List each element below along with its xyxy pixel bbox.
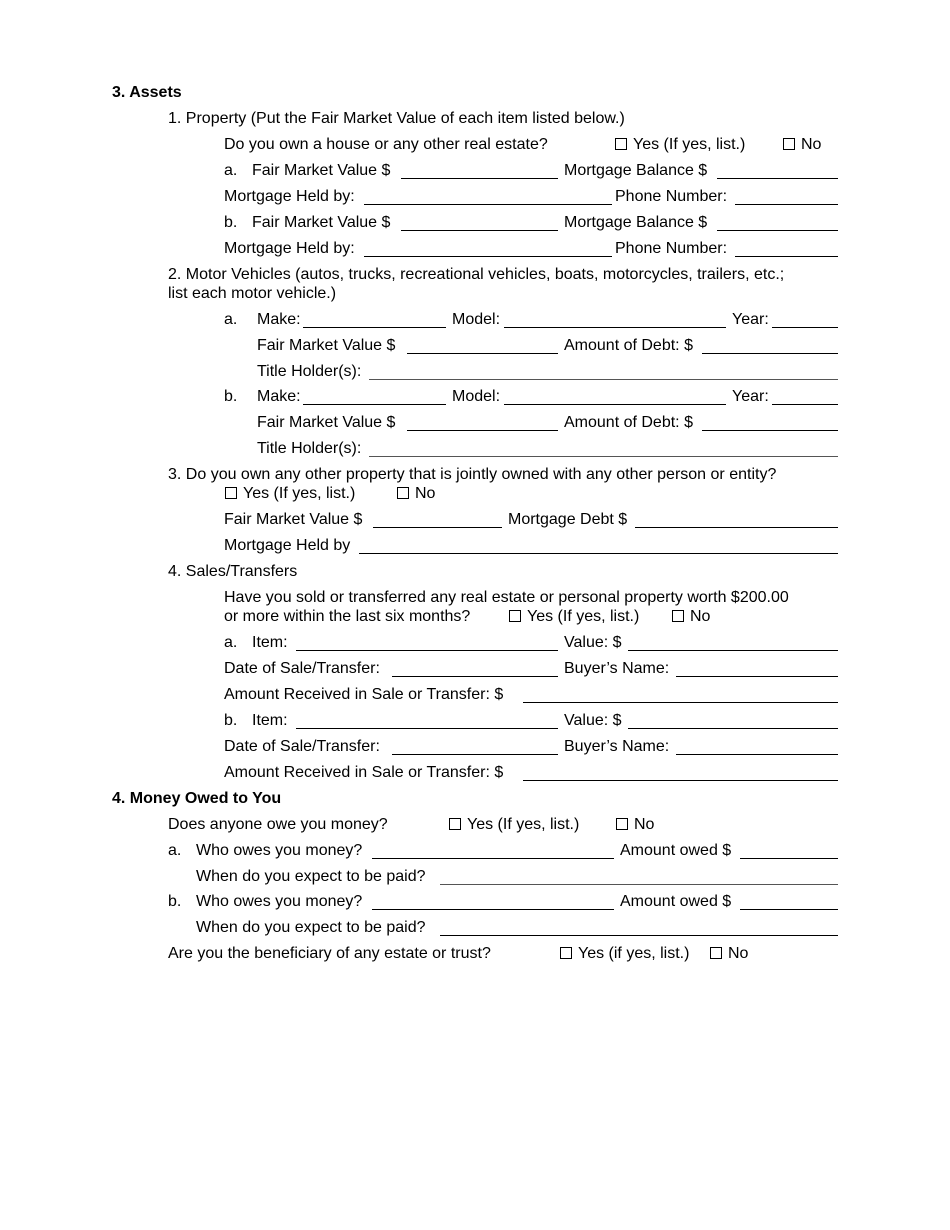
property-a-mortgage-held-label: Mortgage Held by: — [224, 188, 355, 205]
vehicle-a-debt-label: Amount of Debt: $ — [564, 337, 693, 354]
joint-no-option[interactable]: No — [397, 484, 435, 503]
money-a-when-field[interactable] — [440, 884, 838, 885]
sales-b-value-label: Value: $ — [564, 712, 622, 729]
checkbox-icon[interactable] — [615, 138, 627, 150]
vehicle-b-year-field[interactable] — [772, 404, 838, 405]
vehicle-b-year-label: Year: — [732, 388, 769, 405]
sales-b-amount-field[interactable] — [523, 780, 838, 781]
sales-a-value-label: Value: $ — [564, 634, 622, 651]
checkbox-icon[interactable] — [616, 818, 628, 830]
property-a-mortgage-balance-label: Mortgage Balance $ — [564, 162, 708, 179]
sales-a-buyer-field[interactable] — [676, 676, 838, 677]
sales-a-date-label: Date of Sale/Transfer: — [224, 660, 380, 677]
section-heading-assets: 3. Assets — [112, 84, 182, 101]
sales-a-prefix: a. — [224, 634, 238, 651]
vehicle-b-make-label: Make: — [257, 388, 301, 405]
checkbox-icon[interactable] — [783, 138, 795, 150]
joint-mortgage-debt-label: Mortgage Debt $ — [508, 511, 628, 528]
property-a-mortgage-balance-field[interactable] — [717, 178, 838, 179]
checkbox-icon[interactable] — [710, 947, 722, 959]
sales-b-value-field[interactable] — [628, 728, 838, 729]
vehicle-a-make-label: Make: — [257, 311, 301, 328]
vehicle-a-model-field[interactable] — [504, 327, 726, 328]
money-b-when-field[interactable] — [440, 935, 838, 936]
vehicle-b-fmv-label: Fair Market Value $ — [257, 414, 396, 431]
money-b-amount-field[interactable] — [740, 909, 838, 910]
vehicle-b-model-field[interactable] — [504, 404, 726, 405]
vehicle-a-title-holder-label: Title Holder(s): — [257, 363, 362, 380]
sales-question-line1: Have you sold or transferred any real estate or personal property worth $200.00 — [224, 589, 789, 606]
money-b-when-label: When do you expect to be paid? — [196, 919, 426, 936]
money-a-amount-label: Amount owed $ — [620, 842, 732, 859]
sales-b-item-field[interactable] — [296, 728, 558, 729]
section-heading-money-owed: 4. Money Owed to You — [112, 790, 282, 807]
property-b-fmv-label: Fair Market Value $ — [252, 214, 391, 231]
checkbox-icon[interactable] — [397, 487, 409, 499]
vehicle-b-prefix: b. — [224, 388, 238, 405]
beneficiary-yes-option[interactable]: Yes (if yes, list.) — [560, 944, 689, 963]
vehicle-b-title-holder-label: Title Holder(s): — [257, 440, 362, 457]
property-a-mortgage-held-field[interactable] — [364, 204, 612, 205]
property-yes-option[interactable]: Yes (If yes, list.) — [615, 135, 745, 154]
vehicle-a-prefix: a. — [224, 311, 238, 328]
property-b-prefix: b. — [224, 214, 238, 231]
property-a-fmv-label: Fair Market Value $ — [252, 162, 391, 179]
money-owed-no-option[interactable]: No — [616, 815, 654, 834]
sales-b-date-label: Date of Sale/Transfer: — [224, 738, 380, 755]
money-b-amount-label: Amount owed $ — [620, 893, 732, 910]
money-b-prefix: b. — [168, 893, 182, 910]
vehicle-b-model-label: Model: — [452, 388, 501, 405]
vehicle-a-title-holder-field[interactable] — [369, 379, 838, 380]
vehicle-a-year-field[interactable] — [772, 327, 838, 328]
property-b-mortgage-balance-label: Mortgage Balance $ — [564, 214, 708, 231]
joint-yes-option[interactable]: Yes (If yes, list.) — [225, 484, 355, 503]
vehicle-b-fmv-field[interactable] — [407, 430, 558, 431]
money-a-who-field[interactable] — [372, 858, 614, 859]
property-a-phone-label: Phone Number: — [615, 188, 728, 205]
sales-a-item-field[interactable] — [296, 650, 558, 651]
sales-title: 4. Sales/Transfers — [168, 563, 298, 580]
vehicles-title-line1: 2. Motor Vehicles (autos, trucks, recreational vehicles, boats, motorcycles, trailers, etc.; — [168, 266, 785, 283]
money-a-prefix: a. — [168, 842, 182, 859]
sales-a-amount-field[interactable] — [523, 702, 838, 703]
vehicle-a-debt-field[interactable] — [702, 353, 838, 354]
sales-b-buyer-label: Buyer’s Name: — [564, 738, 670, 755]
sales-a-buyer-label: Buyer’s Name: — [564, 660, 670, 677]
vehicle-a-year-label: Year: — [732, 311, 769, 328]
sales-b-amount-label: Amount Received in Sale or Transfer: $ — [224, 764, 504, 781]
vehicle-a-make-field[interactable] — [303, 327, 446, 328]
sales-b-date-field[interactable] — [392, 754, 558, 755]
vehicle-b-make-field[interactable] — [303, 404, 446, 405]
checkbox-icon[interactable] — [225, 487, 237, 499]
property-a-prefix: a. — [224, 162, 238, 179]
property-a-fmv-field[interactable] — [401, 178, 558, 179]
vehicle-a-model-label: Model: — [452, 311, 501, 328]
sales-b-buyer-field[interactable] — [676, 754, 838, 755]
joint-question: 3. Do you own any other property that is jointly owned with any other person or entity? — [168, 466, 777, 483]
property-question: Do you own a house or any other real estate? — [224, 136, 548, 153]
money-a-amount-field[interactable] — [740, 858, 838, 859]
vehicle-a-fmv-label: Fair Market Value $ — [257, 337, 396, 354]
vehicles-title-line2: list each motor vehicle.) — [168, 285, 337, 302]
money-a-who-label: Who owes you money? — [196, 842, 363, 859]
property-b-mortgage-held-field[interactable] — [364, 256, 612, 257]
checkbox-icon[interactable] — [509, 610, 521, 622]
beneficiary-question: Are you the beneficiary of any estate or trust? — [168, 945, 491, 962]
money-a-when-label: When do you expect to be paid? — [196, 868, 426, 885]
property-b-phone-label: Phone Number: — [615, 240, 728, 257]
money-b-who-label: Who owes you money? — [196, 893, 363, 910]
sales-yes-option[interactable]: Yes (If yes, list.) — [509, 607, 639, 626]
sales-a-value-field[interactable] — [628, 650, 838, 651]
joint-mortgage-debt-field[interactable] — [635, 527, 838, 528]
money-owed-question: Does anyone owe you money? — [168, 816, 388, 833]
checkbox-icon[interactable] — [672, 610, 684, 622]
beneficiary-no-option[interactable]: No — [710, 944, 748, 963]
sales-b-prefix: b. — [224, 712, 238, 729]
checkbox-icon[interactable] — [560, 947, 572, 959]
property-b-fmv-field[interactable] — [401, 230, 558, 231]
joint-mortgage-held-label: Mortgage Held by — [224, 537, 351, 554]
sales-a-item-label: Item: — [252, 634, 288, 651]
property-b-mortgage-held-label: Mortgage Held by: — [224, 240, 355, 257]
money-b-who-field[interactable] — [372, 909, 614, 910]
property-a-phone-field[interactable] — [735, 204, 838, 205]
sales-a-date-field[interactable] — [392, 676, 558, 677]
vehicle-b-debt-field[interactable] — [702, 430, 838, 431]
joint-fmv-label: Fair Market Value $ — [224, 511, 363, 528]
money-owed-yes-option[interactable]: Yes (If yes, list.) — [449, 815, 579, 834]
property-b-mortgage-balance-field[interactable] — [717, 230, 838, 231]
joint-mortgage-held-field[interactable] — [359, 553, 838, 554]
vehicle-a-fmv-field[interactable] — [407, 353, 558, 354]
property-b-phone-field[interactable] — [735, 256, 838, 257]
sales-no-option[interactable]: No — [672, 607, 710, 626]
vehicle-b-title-holder-field[interactable] — [369, 456, 838, 457]
sales-question-line2: or more within the last six months? — [224, 608, 471, 625]
property-title: 1. Property (Put the Fair Market Value of each item listed below.) — [168, 110, 625, 127]
checkbox-icon[interactable] — [449, 818, 461, 830]
sales-a-amount-label: Amount Received in Sale or Transfer: $ — [224, 686, 504, 703]
sales-b-item-label: Item: — [252, 712, 288, 729]
joint-fmv-field[interactable] — [373, 527, 502, 528]
property-no-option[interactable]: No — [783, 135, 821, 154]
vehicle-b-debt-label: Amount of Debt: $ — [564, 414, 693, 431]
